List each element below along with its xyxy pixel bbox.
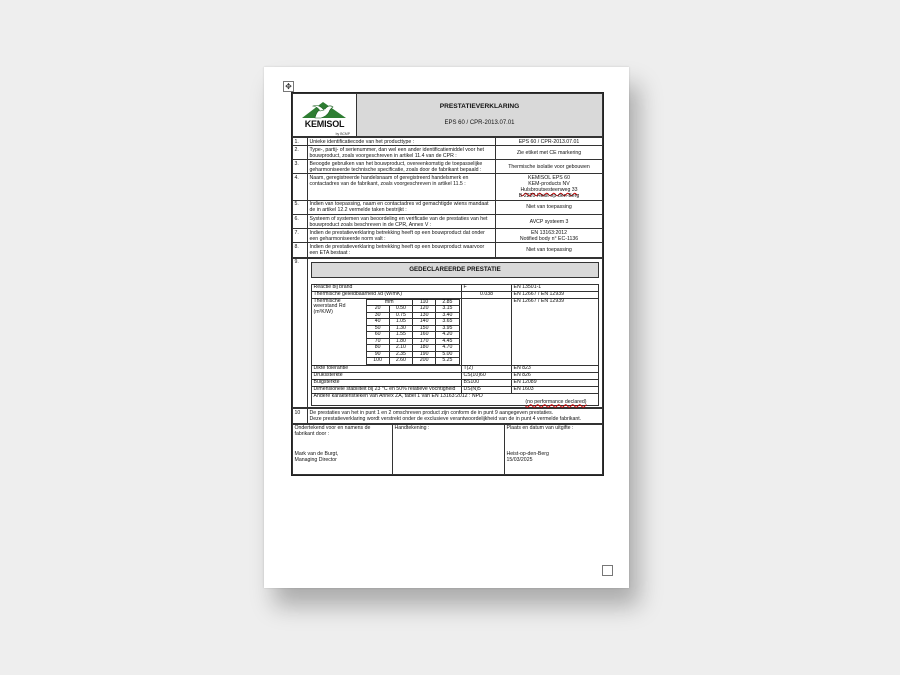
- item-label: Naam, geregistreerde handelsnaam of geregistreerd handelsmerk en contactadres van de fabrikant, zoals voorgeschreven in artikel 11.5 :: [308, 174, 496, 200]
- grid-cell: 3.95: [436, 325, 459, 332]
- grid-cell: 70: [366, 338, 389, 345]
- grid-cell: 1.30: [389, 325, 412, 332]
- grid-cell: 100: [366, 358, 389, 365]
- conformity-text: De prestaties van het in punt 1 en 2 omschreven product zijn conform de in punt 9 aangegeven prestaties.: [309, 409, 554, 416]
- grid-cell: 2.60: [389, 358, 412, 365]
- kemisol-logo: [295, 96, 354, 134]
- harmonised-norm: EN 13163:2012: [530, 229, 568, 236]
- property-norm: EN 12089: [512, 379, 599, 386]
- logo-cell: [293, 94, 357, 137]
- item-row: [293, 174, 603, 200]
- item-row: [293, 229, 603, 243]
- grid-cell: 120: [413, 306, 436, 313]
- item-number: 1.: [293, 138, 308, 146]
- place-date-label: Plaats en datum van uitgifte :: [506, 425, 574, 432]
- grid-cell: 5.00: [436, 351, 459, 358]
- property-norm: EN 12667 / EN 12939: [512, 291, 599, 298]
- grid-cell: 150: [413, 325, 436, 332]
- property-norm: EN 12667 / EN 12939: [512, 298, 599, 365]
- grid-cell: 1.05: [389, 319, 412, 326]
- property-value: BS100: [462, 379, 512, 386]
- item-number: 3.: [293, 160, 308, 174]
- property-value: CS(10)60: [462, 372, 512, 379]
- grid-cell: 0.50: [389, 306, 412, 313]
- item-row: [293, 243, 603, 257]
- item-number: 7.: [293, 229, 308, 243]
- grid-cell: 160: [413, 332, 436, 339]
- property-norm: EN 1603: [512, 386, 599, 393]
- property-norm: EN 823: [512, 366, 599, 373]
- place-value: Heist-op-den-Berg: [506, 451, 549, 458]
- document-page: [264, 67, 629, 588]
- property-label: Thermische geleidbaarheid λd (W/mK): [312, 291, 462, 298]
- table-row: [312, 366, 599, 373]
- grid-cell: 3.40: [436, 312, 459, 319]
- table-row: [312, 372, 599, 379]
- item-label: Type-, partij- of serienummer, dan wel een ander identificatiemiddel voor het bouwproduct, zoals voorgeschreven in artikel 11.4 van de CPR :: [308, 146, 496, 160]
- item-number: 6.: [293, 215, 308, 229]
- manufacturer-street: Hulsbroutsesteenweg 33: [520, 187, 578, 194]
- item-value: Niet van toepassing: [496, 243, 603, 257]
- grid-cell: 1.80: [389, 338, 412, 345]
- section-9-table: [292, 258, 603, 409]
- document-title: PRESTATIEVERKLARING: [439, 102, 520, 110]
- signature-table: [292, 424, 603, 475]
- document-subtitle: EPS 60 / CPR-2013.07.01: [444, 120, 515, 126]
- item-10-table: [292, 408, 603, 423]
- grid-cell: 2.35: [389, 351, 412, 358]
- item-value: AVCP systeem 3: [496, 215, 603, 229]
- grid-cell: 130: [413, 312, 436, 319]
- table-move-handle-icon[interactable]: ✥: [283, 81, 294, 92]
- resistance-grid: [366, 299, 460, 365]
- grid-cell: 190: [413, 351, 436, 358]
- grid-cell: 5.25: [436, 358, 459, 365]
- grid-cell: 110: [413, 299, 436, 306]
- table-row: [312, 298, 599, 365]
- item-row: [293, 138, 603, 146]
- item-number: 2.: [293, 146, 308, 160]
- items-table: [292, 137, 603, 258]
- item-number: 10: [293, 409, 308, 423]
- performance-table: [311, 284, 599, 407]
- property-value: DS(N)5: [462, 386, 512, 393]
- property-label: Dimensionele stabiliteit bij 23 °C en 50% relatieve vochtigheid: [312, 386, 462, 393]
- property-norm: EN 826: [512, 372, 599, 379]
- declaration-table: [291, 92, 604, 476]
- grid-cell: 40: [366, 319, 389, 326]
- item-label: Indien de prestatieverklaring betrekking heeft op een bouwproduct dat onder een geharmoniseerde norm valt :: [308, 229, 496, 243]
- responsibility-text: Deze prestatieverklaring wordt verstrekt onder de exclusieve verantwoordelijkheid van de in punt 4 vermelde fabrikant.: [309, 416, 582, 423]
- manufacturer-name: KEMISOL EPS 60: [528, 174, 570, 181]
- item-row: [293, 200, 603, 214]
- item-value: Niet van toepassing: [496, 200, 603, 214]
- grid-cell: 200: [413, 358, 436, 365]
- item-label: Systeem of systemen van beoordeling en verificatie van de prestaties van het bouwproduct zoals beschreven in de CPR, Annex V :: [308, 215, 496, 229]
- item-value: EPS 60 / CPR-2013.07.01: [496, 138, 603, 146]
- header-table: [292, 93, 603, 137]
- item-row: [293, 146, 603, 160]
- item-number: 5.: [293, 200, 308, 214]
- grid-cell: 4.20: [436, 332, 459, 339]
- grid-cell: 80: [366, 345, 389, 352]
- item-label: Indien de prestatieverklaring betrekking heeft op een bouwproduct waarvoor een ETA bestaat :: [308, 243, 496, 257]
- title-cell: [357, 94, 603, 137]
- item-value: Zie etiket met CE markering: [496, 146, 603, 160]
- brand-name: KEMISOL: [304, 119, 345, 129]
- grid-cell: 60: [366, 332, 389, 339]
- grid-cell: 4.45: [436, 338, 459, 345]
- manufacturer-company: KEM-products NV: [528, 181, 570, 188]
- item-row: [293, 215, 603, 229]
- property-value: T(2): [462, 366, 512, 373]
- column-head: mm: [366, 299, 413, 306]
- grid-cell: 1.55: [389, 332, 412, 339]
- section-title: GEDECLAREERDE PRESTATIE: [311, 262, 599, 278]
- date-value: 15/03/2025: [506, 457, 533, 464]
- other-note: (no performance declared): [525, 398, 587, 405]
- table-row: [366, 358, 459, 365]
- property-label: Thermische weerstand Rd (m²K/W): [313, 297, 346, 315]
- signer-role: Managing Director: [294, 457, 337, 464]
- grid-cell: 3.65: [436, 319, 459, 326]
- item-row: [293, 160, 603, 174]
- property-label: Dikte tolerantie: [312, 366, 462, 373]
- signer-name: Mark van de Burgt,: [294, 451, 339, 458]
- item-number: 8.: [293, 243, 308, 257]
- grid-cell: 0.75: [389, 312, 412, 319]
- grid-cell: 170: [413, 338, 436, 345]
- item-label: Indien van toepassing, naam en contactadres vd gemachtigde wiens mandaat de in artikel 12.2 vermelde taken bestrijkt :: [308, 200, 496, 214]
- property-label: Reactie bij brand: [312, 284, 462, 291]
- grid-cell: 3.15: [436, 306, 459, 313]
- grid-cell: 180: [413, 345, 436, 352]
- property-label: Buigsterkte: [312, 379, 462, 386]
- notified-body: Notified body n° EC-1136: [519, 235, 579, 242]
- grid-cell: 2.85: [436, 299, 459, 306]
- grid-cell: 4.70: [436, 345, 459, 352]
- table-row: [312, 393, 599, 406]
- grid-cell: 140: [413, 319, 436, 326]
- property-value: 0.038: [462, 291, 512, 298]
- signature-label: Handtekening :: [394, 425, 430, 432]
- item-label: Unieke identificatiecode van het producttype :: [308, 138, 496, 146]
- item-number: 9.: [293, 258, 308, 408]
- property-value: F: [462, 284, 512, 291]
- item-value: [496, 174, 603, 200]
- grid-cell: 30: [366, 312, 389, 319]
- item-value: [496, 229, 603, 243]
- grid-cell: 20: [366, 306, 389, 313]
- property-norm: EN 13501-1: [512, 284, 599, 291]
- bird-logo-icon: [299, 96, 349, 120]
- item-label: Beoogde gebruiken van het bouwproduct, overeenkomstig de toepasselijke geharmoniseerde technische specificatie, zoals door de fabrikant bepaald :: [308, 160, 496, 174]
- grid-cell: 90: [366, 351, 389, 358]
- table-resize-handle-icon[interactable]: [602, 565, 613, 576]
- signed-for-label: Ondertekend voor en namens de fabrikant door :: [294, 425, 371, 438]
- other-characteristics: Andere karakteristieken van Annex ZA, tabel 1 van EN 13163:2012 : NPD: [313, 393, 483, 400]
- grid-cell: 50: [366, 325, 389, 332]
- item-value: Thermische isolatie voor gebouwen: [496, 160, 603, 174]
- manufacturer-city: B-2220 Heist-op-den-Berg: [518, 193, 580, 200]
- property-label: Drukssterkte: [312, 372, 462, 379]
- grid-cell: 2.10: [389, 345, 412, 352]
- brand-sub: by BCMP: [335, 132, 350, 136]
- item-number: 4.: [293, 174, 308, 200]
